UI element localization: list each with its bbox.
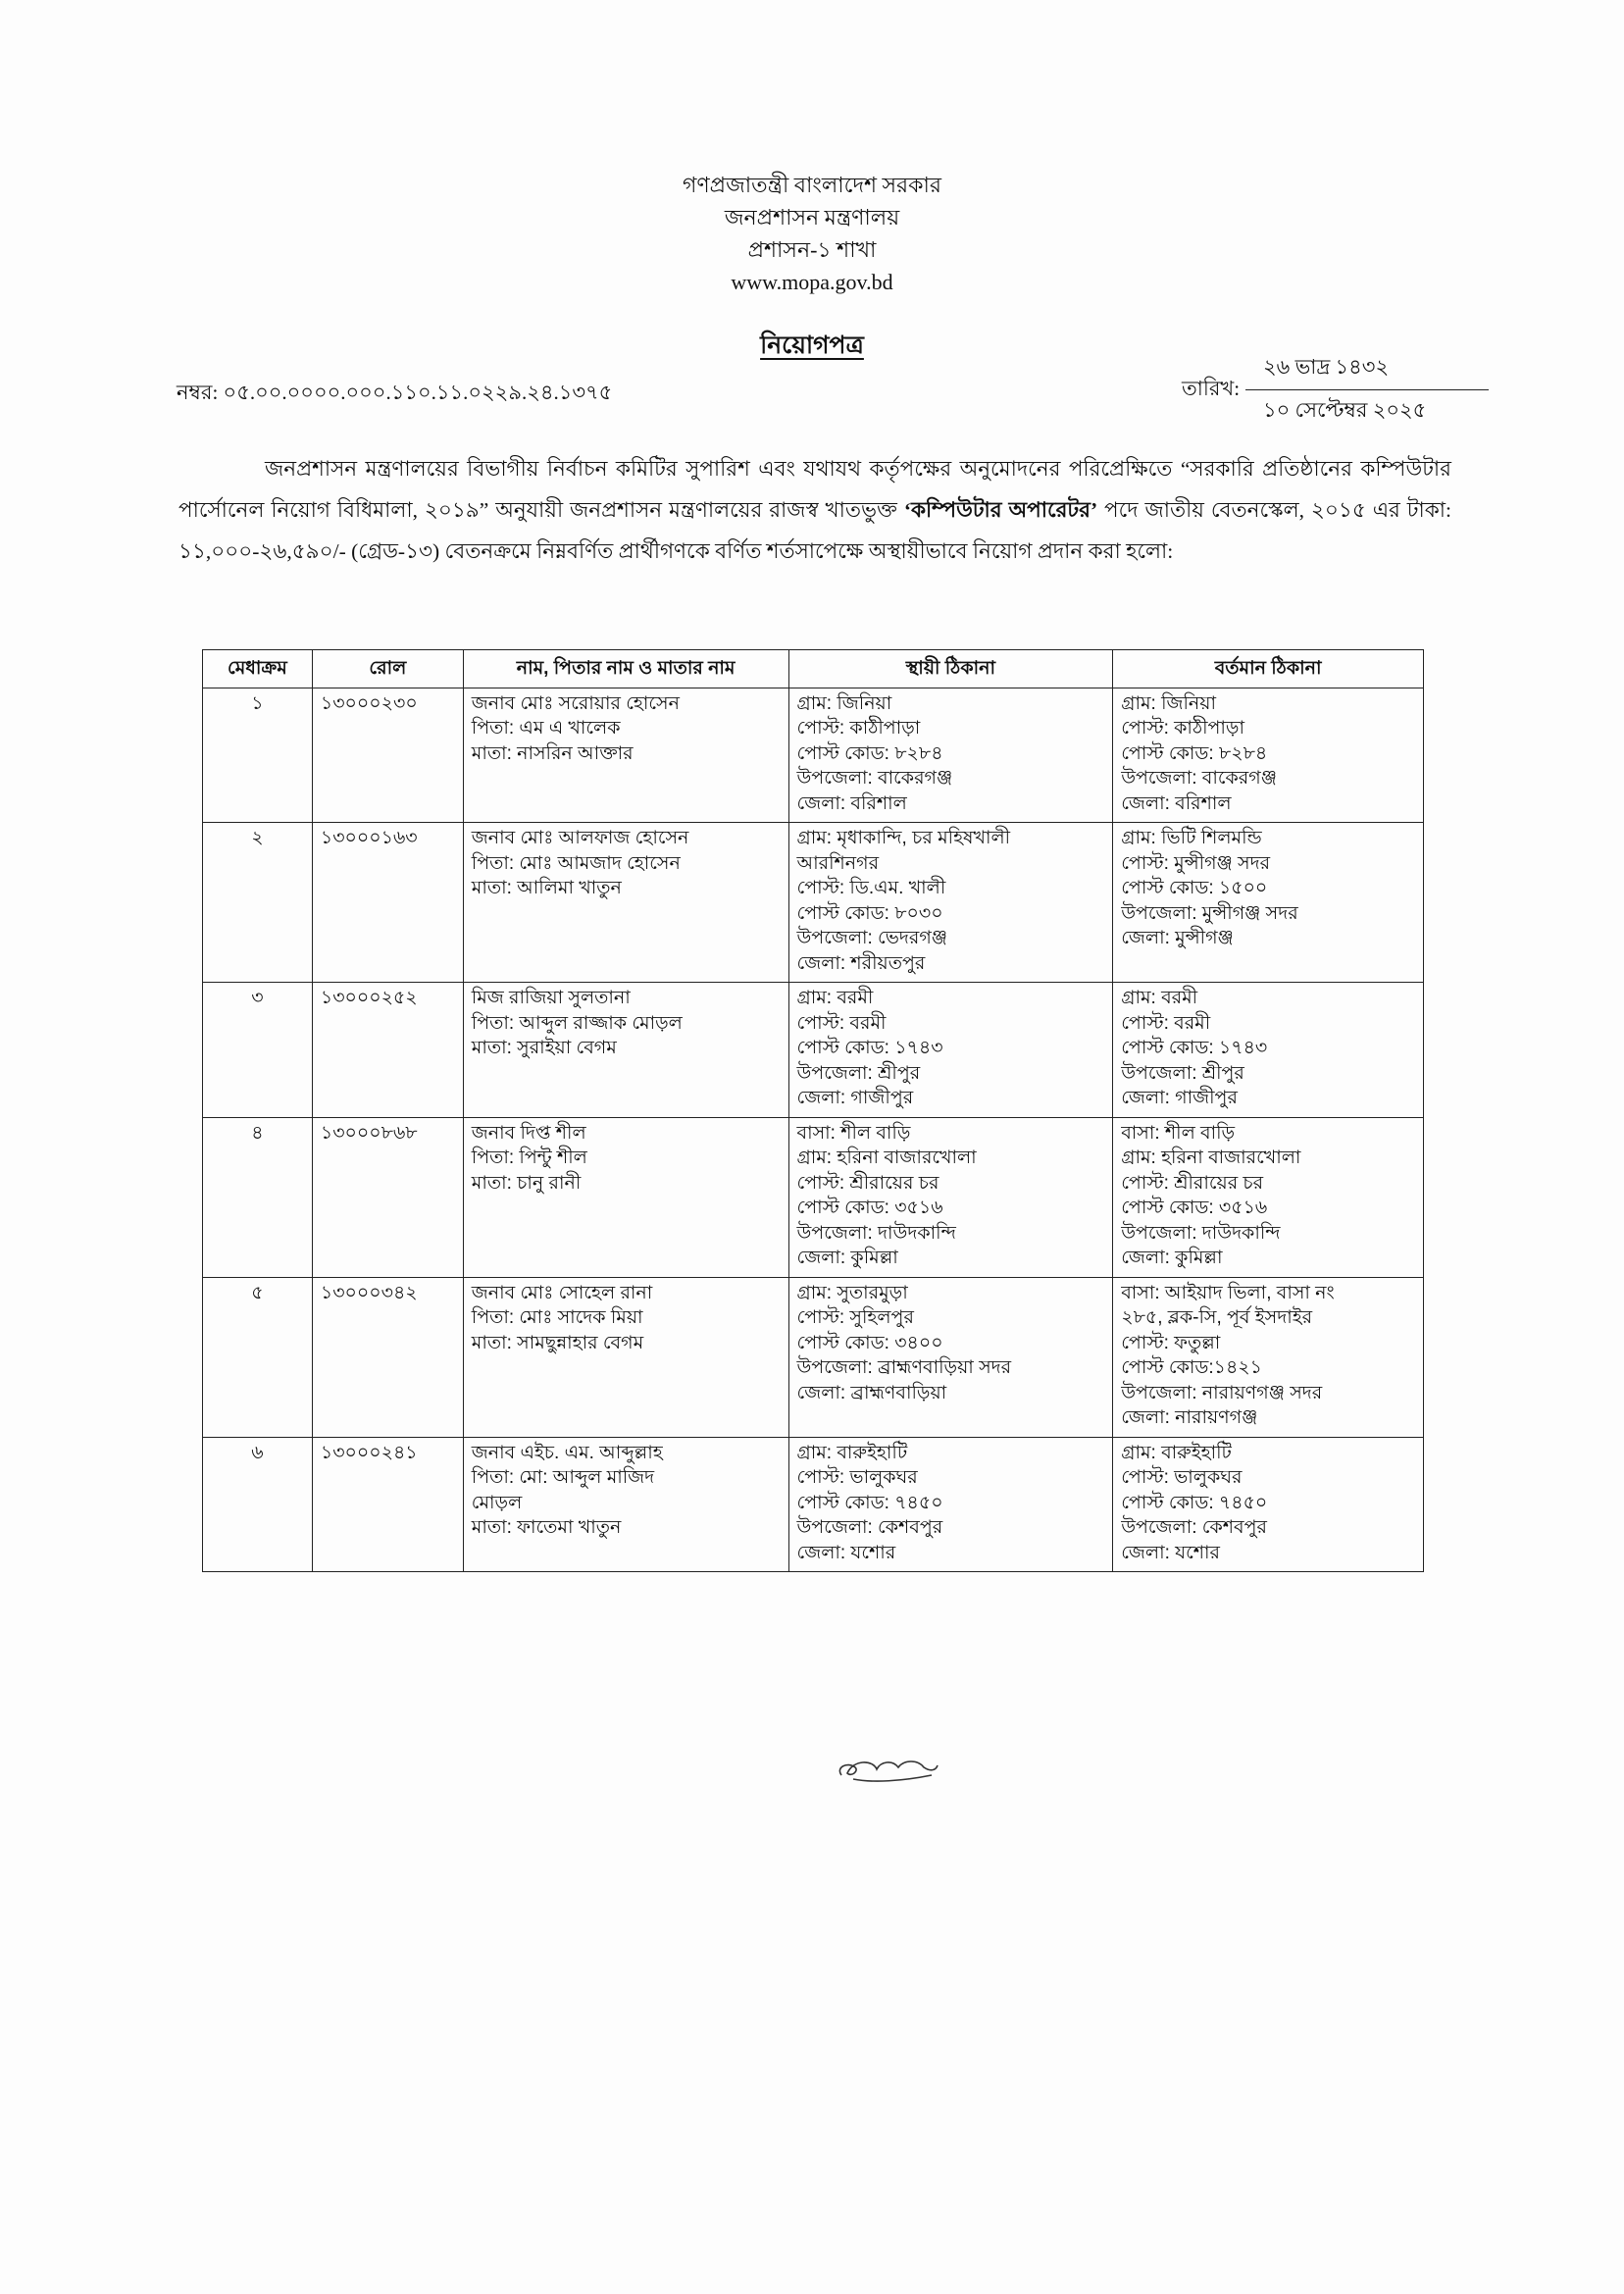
name-cell [463, 1277, 788, 1437]
permanent-address-cell [788, 823, 1113, 983]
cell-line: গ্রাম: হরিনা বাজারখোলা [796, 1147, 977, 1168]
cell-line: পোস্ট কোড: ৩৫১৬ [1121, 1198, 1268, 1218]
cell-line: মাতা: নাসরিন আক্তার [471, 742, 634, 764]
cell-line: উপজেলা: কেশবপুর [1121, 1517, 1267, 1538]
cell-line: মাতা: সামছুন্নাহার বেগম [471, 1332, 644, 1353]
cell-line: পোস্ট কোড: ৭৪৫০ [1121, 1492, 1268, 1513]
permanent-address-cell [788, 1437, 1113, 1572]
cell-line: পোস্ট: কাঠীপাড়া [1121, 718, 1245, 739]
cell-line: পোস্ট: কাঠীপাড়া [796, 718, 921, 739]
government-name: গণপ্রজাতন্ত্রী বাংলাদেশ সরকার [682, 173, 942, 197]
cell-line: পোস্ট কোড:১৪২১ [1121, 1357, 1262, 1378]
name-cell [463, 983, 788, 1118]
cell-line: পোস্ট: বরমী [1121, 1012, 1211, 1034]
cell-line: গ্রাম: বারুইহাটি [796, 1442, 908, 1463]
cell-line: গ্রাম: মৃধাকান্দি, চর মহিষখালী [796, 828, 1011, 848]
header-present-address: বর্তমান ঠিকানা [1113, 650, 1424, 688]
table-row [203, 1437, 1424, 1572]
cell-line: উপজেলা: ভেদরগঞ্জ [796, 928, 948, 948]
post-name: ‘কম্পিউটার অপারেটর’ [903, 497, 1098, 522]
cell-line: উপজেলা: ব্রাহ্মণবাড়িয়া সদর [796, 1357, 1012, 1378]
cell-line: গ্রাম: হরিনা বাজারখোলা [1121, 1147, 1301, 1168]
cell-line: জেলা: কুমিল্লা [1121, 1248, 1223, 1268]
cell-line: জেলা: শরীয়তপুর [796, 952, 926, 974]
present-address-cell [1113, 1277, 1424, 1437]
cell-line: জেলা: যশোর [1121, 1542, 1220, 1563]
cell-line: গ্রাম: বরমী [796, 988, 874, 1008]
cell-line: জনাব দিপ্ত শীল [471, 1122, 586, 1144]
cell-line: মাতা: চানু রানী [471, 1172, 582, 1194]
table-row [203, 983, 1424, 1118]
cell-line: আরশিনগর [796, 852, 880, 874]
cell-line: গ্রাম: ভিটি শিলমন্ডি [1121, 828, 1262, 848]
date-label: তারিখ: [1182, 377, 1241, 400]
signature [834, 1746, 941, 1795]
date-block [1182, 351, 1489, 429]
cell-line: পোস্ট: ডি.এম. খালী [796, 878, 946, 898]
cell-line: গ্রাম: জিনিয়া [1121, 692, 1216, 714]
table-row [203, 1117, 1424, 1277]
cell-line: জনাব মোঃ সোহেল রানা [471, 1282, 653, 1303]
cell-line: পোস্ট কোড: ১৫০০ [1121, 878, 1268, 898]
cell-line: মোড়ল [471, 1492, 523, 1513]
present-address-cell [1113, 1117, 1424, 1277]
cell-line: পোস্ট: শ্রীরায়ের চর [1121, 1172, 1264, 1194]
merit-cell: ২ [203, 823, 313, 983]
cell-line: উপজেলা: শ্রীপুর [1121, 1062, 1244, 1084]
table-row [203, 823, 1424, 983]
date-gregorian: ১০ সেপ্টেম্বর ২০২৫ [1263, 398, 1427, 422]
date-bangla: ২৬ ভাদ্র ১৪৩২ [1245, 351, 1489, 390]
cell-line: জনাব মোঃ আলফাজ হোসেন [471, 828, 689, 848]
merit-cell: ৩ [203, 983, 313, 1118]
roll-cell: ১৩০০০৮৬৮ [312, 1117, 463, 1277]
title-text: নিয়োগপত্র [760, 332, 864, 359]
ministry-name: জনপ্রশাসন মন্ত্রণালয় [724, 205, 900, 229]
cell-line: পোস্ট কোড: ৮০৩০ [796, 902, 943, 924]
cell-line: উপজেলা: বাকেরগঞ্জ [796, 768, 953, 789]
cell-line: পিতা: পিন্টু শীল [471, 1147, 587, 1168]
cell-line: উপজেলা: দাউদকান্দি [796, 1222, 956, 1244]
cell-line: পিতা: মোঃ আমজাদ হোসেন [471, 852, 681, 874]
cell-line: পোস্ট কোড: ১৭৪৩ [1121, 1038, 1268, 1058]
merit-cell: ৫ [203, 1277, 313, 1437]
cell-line: পোস্ট: বরমী [796, 1012, 887, 1034]
cell-line: জেলা: গাজীপুর [796, 1088, 914, 1108]
cell-line: মাতা: ফাতেমা খাতুন [471, 1517, 622, 1538]
branch-name: প্রশাসন-১ শাখা [747, 237, 877, 262]
cell-line: উপজেলা: নারায়ণগঞ্জ সদর [1121, 1382, 1323, 1403]
cell-line: মিজ রাজিয়া সুলতানা [471, 988, 631, 1008]
table-row [203, 688, 1424, 823]
table-row [203, 1277, 1424, 1437]
name-cell [463, 1437, 788, 1572]
cell-line: জেলা: মুন্সীগঞ্জ [1121, 928, 1234, 948]
table-header-row [203, 650, 1424, 688]
permanent-address-cell [788, 1277, 1113, 1437]
permanent-address-cell [788, 983, 1113, 1118]
cell-line: বাসা: শীল বাড়ি [796, 1122, 911, 1144]
name-cell [463, 1117, 788, 1277]
cell-line: জেলা: নারায়ণগঞ্জ [1121, 1407, 1258, 1428]
cell-line: গ্রাম: বারুইহাটি [1121, 1442, 1232, 1463]
body-text-2: পদে জাতীয় বেতনস্কেল, ২০১৫ এর টাকা: ১১,০০০-২৬,৫৯০/- (গ্রেড-১৩) বেতনক্রমে নিম্নবর্ণিত প্রার্থীগণকে বর্ণিত শর্তসাপেক্ষে অস্থায়ীভাবে নিয়োগ প্রদান করা হলো: [178, 497, 1452, 563]
present-address-cell [1113, 1437, 1424, 1572]
cell-line: জেলা: গাজীপুর [1121, 1088, 1238, 1108]
roll-cell: ১৩০০০২৫২ [312, 983, 463, 1118]
website: www.mopa.gov.bd [731, 270, 893, 294]
body-paragraph [178, 448, 1451, 572]
appointee-table [202, 649, 1424, 1572]
body-text-1: জনপ্রশাসন মন্ত্রণালয়ের বিভাগীয় নির্বাচন কমিটির সুপারিশ এবং যথাযথ কর্তৃপক্ষের অনুমোদনের পরিপ্রেক্ষিতে “সরকারি প্রতিষ্ঠানের কম্পিউটার পার্সোনেল নিয়োগ বিধিমালা, ২০১৯” অনুযায়ী জনপ্রশাসন মন্ত্রণালয়ের রাজস্ব খাতভুক্ত [178, 456, 1451, 522]
cell-line: মাতা: আলিমা খাতুন [471, 878, 622, 898]
permanent-address-cell [788, 688, 1113, 823]
present-address-cell [1113, 983, 1424, 1118]
cell-line: পিতা: আব্দুল রাজ্জাক মোড়ল [471, 1012, 683, 1034]
roll-cell: ১৩০০০৩৪২ [312, 1277, 463, 1437]
cell-line: ২৮৫, ব্লক-সি, পূর্ব ইসদাইর [1121, 1307, 1313, 1328]
header-permanent-address: স্থায়ী ঠিকানা [788, 650, 1113, 688]
cell-line: জনাব মোঃ সরোয়ার হোসেন [471, 692, 680, 714]
header-roll: রোল [312, 650, 463, 688]
table-body [203, 688, 1424, 1572]
cell-line: পোস্ট কোড: ১৭৪৩ [796, 1038, 943, 1058]
cell-line: গ্রাম: জিনিয়া [796, 692, 892, 714]
cell-line: পোস্ট: ভালুকঘর [1121, 1467, 1243, 1488]
roll-cell: ১৩০০০২৩০ [312, 688, 463, 823]
roll-cell: ১৩০০০১৬৩ [312, 823, 463, 983]
name-cell [463, 688, 788, 823]
cell-line: বাসা: শীল বাড়ি [1121, 1122, 1236, 1144]
cell-line: পোস্ট: শ্রীরায়ের চর [796, 1172, 939, 1194]
cell-line: জেলা: বরিশাল [1121, 792, 1232, 814]
cell-line: পোস্ট কোড: ৭৪৫০ [796, 1492, 943, 1513]
cell-line: পিতা: এম এ খালেক [471, 718, 621, 739]
cell-line: গ্রাম: সুতারমুড়া [796, 1282, 908, 1303]
letterhead [0, 169, 1624, 298]
cell-line: জেলা: কুমিল্লা [796, 1248, 898, 1268]
roll-cell: ১৩০০০২৪১ [312, 1437, 463, 1572]
cell-line: জেলা: বরিশাল [796, 792, 907, 814]
present-address-cell [1113, 823, 1424, 983]
cell-line: পোস্ট কোড: ৮২৮৪ [796, 742, 943, 764]
reference-number: নম্বর: ০৫.০০.০০০০.০০০.১১০.১১.০২২৯.২৪.১৩৭৫ [177, 381, 613, 404]
cell-line: উপজেলা: মুন্সীগঞ্জ সদর [1121, 902, 1298, 924]
cell-line: উপজেলা: বাকেরগঞ্জ [1121, 768, 1277, 789]
cell-line: জেলা: যশোর [796, 1542, 896, 1563]
cell-line: উপজেলা: শ্রীপুর [796, 1062, 921, 1084]
cell-line: গ্রাম: বরমী [1121, 988, 1198, 1008]
cell-line: উপজেলা: দাউদকান্দি [1121, 1222, 1281, 1244]
merit-cell: ৪ [203, 1117, 313, 1277]
cell-line: পোস্ট: সুহিলপুর [796, 1307, 914, 1328]
cell-line: পোস্ট কোড: ৮২৮৪ [1121, 742, 1268, 764]
cell-line: পোস্ট: মুন্সীগঞ্জ সদর [1121, 852, 1271, 874]
cell-line: মাতা: সুরাইয়া বেগম [471, 1038, 617, 1058]
cell-line: পিতা: মো: আব্দুল মাজিদ [471, 1467, 655, 1488]
name-cell [463, 823, 788, 983]
header-merit: মেধাক্রম [203, 650, 313, 688]
cell-line: জনাব এইচ. এম. আব্দুল্লাহ [471, 1442, 663, 1463]
cell-line: পোস্ট কোড: ৩৫১৬ [796, 1198, 943, 1218]
cell-line: পিতা: মোঃ সাদেক মিয়া [471, 1307, 643, 1328]
merit-cell: ৬ [203, 1437, 313, 1572]
cell-line: জেলা: ব্রাহ্মণবাড়িয়া [796, 1382, 947, 1403]
present-address-cell [1113, 688, 1424, 823]
cell-line: উপজেলা: কেশবপুর [796, 1517, 943, 1538]
permanent-address-cell [788, 1117, 1113, 1277]
cell-line: পোস্ট: ফতুল্লা [1121, 1332, 1221, 1353]
merit-cell: ১ [203, 688, 313, 823]
cell-line: পোস্ট: ভালুকঘর [796, 1467, 918, 1488]
header-name: নাম, পিতার নাম ও মাতার নাম [463, 650, 788, 688]
cell-line: পোস্ট কোড: ৩৪০০ [796, 1332, 943, 1353]
cell-line: বাসা: আইয়াদ ভিলা, বাসা নং [1121, 1282, 1335, 1303]
